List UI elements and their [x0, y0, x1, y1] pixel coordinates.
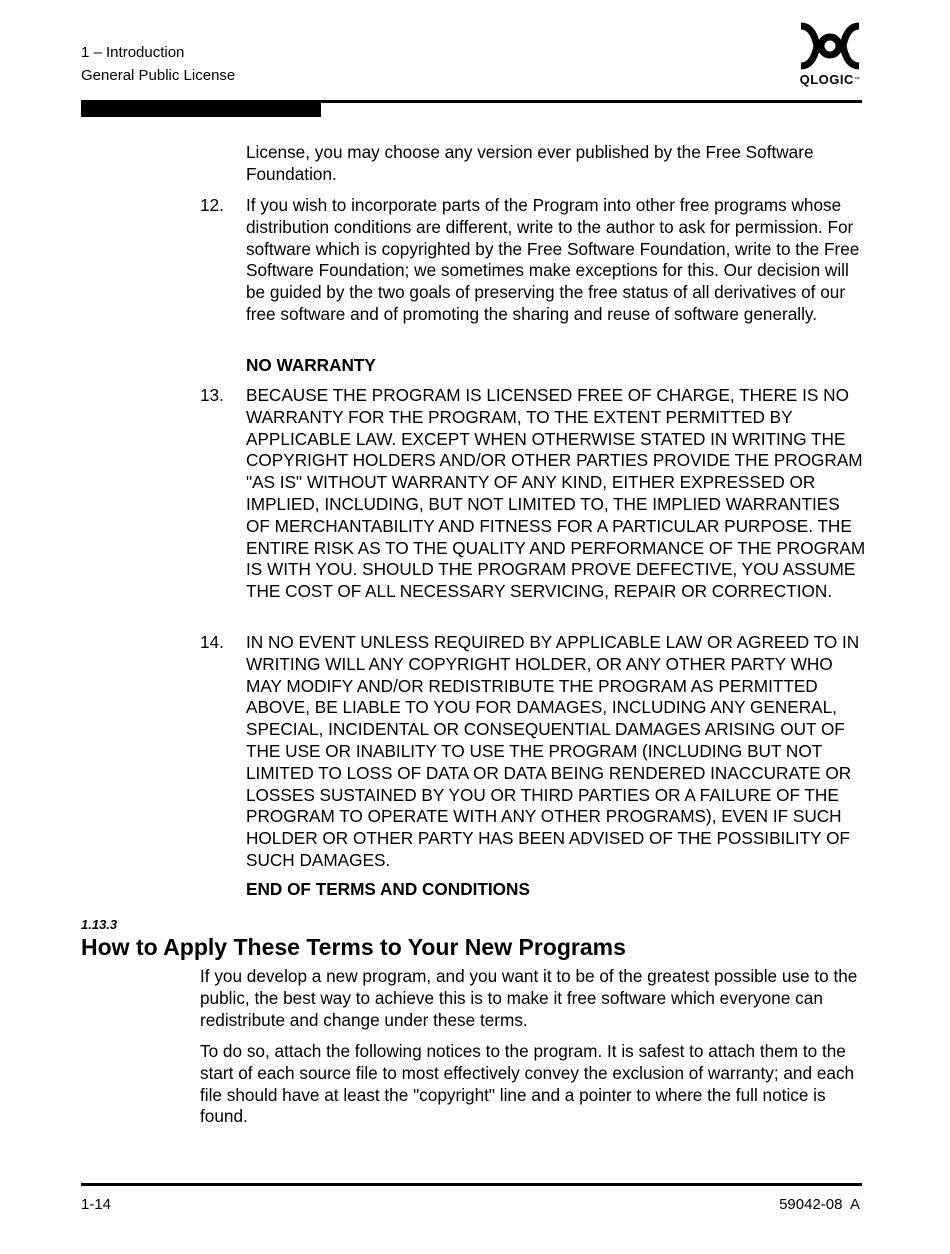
logo-trademark: ™	[853, 77, 861, 83]
header-bar	[81, 100, 321, 117]
item-14-text: IN NO EVENT UNLESS REQUIRED BY APPLICABLE LAW OR AGREED TO IN WRITING WILL ANY COPYRIGHT HOLDER, OR ANY OTHER PARTY WHO MAY MODIFY AND/OR REDISTRIBUTE THE PROGRAM AS PERMITTED ABOVE, BE LIABLE TO YOU FOR DAMAGES, INCLUDING ANY GENERAL, SPECIAL, INCIDENTAL OR CONSEQUENTIAL DAMAGES ARISING OUT OF THE USE OR INABILITY TO USE THE PROGRAM (INCLUDING BUT NOT LIMITED TO LOSS OF DATA OR DATA BEING RENDERED INACCURATE OR LOSSES SUSTAINED BY YOU OR THIRD PARTIES OR A FAILURE OF THE PROGRAM TO OPERATE WITH ANY OTHER PROGRAMS), EVEN IF SUCH HOLDER OR OTHER PARTY HAS BEEN ADVISED OF THE POSSIBILITY OF SUCH DAMAGES.	[246, 632, 860, 870]
section-paragraph-2: To do so, attach the following notices to the program. It is safest to attach them to the start of each source file to most effectively convey the exclusion of warranty; and each file should have at least the "copyright" line and a pointer to where the full notice is found.	[200, 1041, 855, 1127]
item-13-text: BECAUSE THE PROGRAM IS LICENSED FREE OF CHARGE, THERE IS NO WARRANTY FOR THE PROGRAM, TO THE EXTENT PERMITTED BY APPLICABLE LAW. EXCEPT WHEN OTHERWISE STATED IN WRITING THE COPYRIGHT HOLDERS AND/OR OTHER PARTIES PROVIDE THE PROGRAM "AS IS" WITHOUT WARRANTY OF ANY KIND, EITHER EXPRESSED OR IMPLIED, INCLUDING, BUT NOT LIMITED TO, THE IMPLIED WARRANTIES OF MERCHANTABILITY AND FITNESS FOR A PARTICULAR PURPOSE. THE ENTIRE RISK AS TO THE QUALITY AND PERFORMANCE OF THE PROGRAM IS WITH YOU. SHOULD THE PROGRAM PROVE DEFECTIVE, YOU ASSUME THE COST OF ALL NECESSARY SERVICING, REPAIR OR CORRECTION.	[246, 385, 866, 602]
item-13-number: 13.	[200, 385, 224, 405]
item-12-number: 12.	[200, 195, 224, 215]
item-12-text: If you wish to incorporate parts of the Program into other free programs whose distribution conditions are different, write to the author to ask for permission. For software which is copyrighted by the Free Software Foundation, write to the Free Software Foundation; we sometimes make exceptions for this. Our decision will be guided by the two goals of preserving the free status of all derivatives of our free software and of promoting the sharing and reuse of software generally.	[246, 195, 860, 324]
header-chapter: 1 – Introduction	[81, 44, 185, 61]
document-number: 59042-08 A	[779, 1196, 860, 1213]
item-14-number: 14.	[200, 632, 224, 652]
section-title: How to Apply These Terms to Your New Programs	[81, 934, 626, 960]
qlogic-logo	[793, 22, 867, 92]
section-paragraph-1: If you develop a new program, and you want it to be of the greatest possible use to the public, the best way to achieve this is to make it free software which everyone can redistribute and change under these terms.	[200, 966, 858, 1030]
no-warranty-heading: NO WARRANTY	[246, 355, 376, 375]
qlogic-logo-icon	[793, 22, 867, 70]
footer-rule	[81, 1183, 862, 1186]
page-number: 1-14	[81, 1196, 112, 1213]
end-of-terms-heading: END OF TERMS AND CONDITIONS	[246, 879, 530, 899]
logo-text: QLOGIC	[799, 72, 854, 87]
continuation-text: License, you may choose any version ever published by the Free Software Foundation.	[246, 142, 814, 184]
header-section: General Public License	[81, 67, 236, 84]
section-number: 1.13.3	[81, 917, 118, 932]
